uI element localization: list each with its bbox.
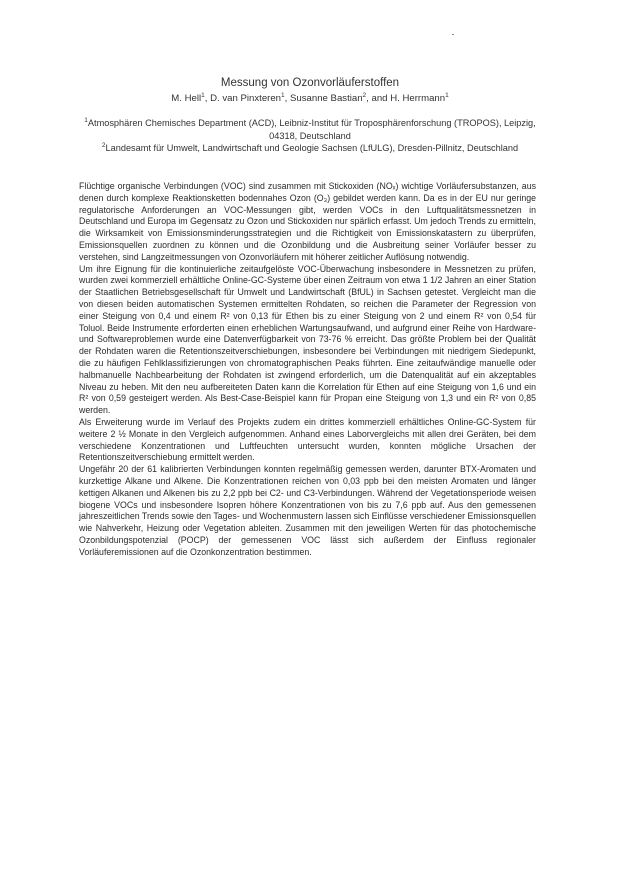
paragraph: Als Erweiterung wurde im Verlauf des Projekts zudem ein drittes kommerziell erhältliches Online-GC-System für weitere 2 ½ Monate in den Vergleich aufgenommen. Anhand eines Laborvergleichs mit allen drei Geräten, bei dem verschiedene Konzentrationen und Luftfeuchten untersucht wurden, konnten mögliche Ursachen der Retentionszeitverschiebung ermittelt werden.	[79, 416, 536, 463]
affiliation-number: 2	[101, 141, 106, 149]
author-name: Susanne Bastian	[290, 93, 363, 104]
affiliation-text: Atmosphären Chemisches Department (ACD), Leibniz-Institut für Troposphärenforschung (TROPOS), Leipzig, 04318, Deutschland	[87, 118, 536, 141]
author-name: D. van Pinxteren	[210, 93, 282, 104]
affiliation-text: Landesamt für Umwelt, Landwirtschaft und Geologie Sachsen (LfULG), Dresden-Pillnitz, Deutschland	[105, 143, 519, 153]
abstract-body	[79, 181, 536, 559]
author-affiliation-mark: 2	[362, 91, 367, 99]
paper-title: Messung von Ozonvorläuferstoffen	[220, 77, 400, 89]
affiliation	[70, 142, 550, 155]
affiliation	[70, 117, 550, 143]
author-affiliation-mark: 1	[281, 91, 285, 99]
paragraph: Um ihre Eignung für die kontinuierliche zeitaufgelöste VOC-Überwachung insbesondere in Messnetzen zu prüfen, wurden zwei kommerziell erhältliche Online-GC-Systeme über einen Zeitraum von etwa 1 1/2 Jahren an einer Station der Staatlichen Betriebsgesellschaft für Umwelt und Landwirtschaft (BfUL) in Sachsen getestet. Vergleicht man die von diesen beiden automatischen Systemen ermittelten Rohdaten, so reichen die Parameter der Regression von einer Steigung von 0,4 und einem R² von 0,13 für Ethen bis zu einer Steigung von 2 und einem R² von 0,54 für Toluol. Beide Instrumente erforderten einen erheblichen Wartungsaufwand, und aufgrund einer Reihe von Hardware- und Softwareproblemen wurde eine Datenverfügbarkeit von 73-76 % erreicht. Das größte Problem bei der Qualität der Rohdaten waren die Retentionszeitverschiebungen, insbesondere bei Verbindungen mit niedrigem Siedepunkt, die zu häufigen Fehlklassifizierungen von chromatographischen Peaks führten. Eine zeitaufwändige manuelle oder halbmanuelle Nachbearbeitung der Rohdaten ist zwingend erforderlich, um die Datenqualität auf ein akzeptables Niveau zu heben. Mit den neu aufbereiteten Daten kann die Korrelation für Ethen auf eine Steigung von 1,6 und ein R² von 0,59 gesteigert werden. Als Best-Case-Beispiel kann für Propan eine Steigung von 1,3 und ein R² von 0,85 werden.	[79, 263, 536, 416]
author-affiliation-mark: 1	[445, 91, 449, 99]
author-list: M. Hell$^1$, D. van Pinxteren$^1$, Susanne Bastian$^2$, and H. Herrmann$^1$	[171, 91, 449, 104]
paragraph: Ungefähr 20 der 61 kalibrierten Verbindungen konnten regelmäßig gemessen werden, darunter BTX-Aromaten und kurzkettige Alkane und Alkene. Die Konzentrationen reichen von 0,03 ppb bei den meisten Aromaten und länger kettigen Alkanen und Alkenen bis zu 2,2 ppb bei C2- und C3-Verbindungen. Während der Vegetationsperiode weisen biogene VOCs und insbesondere Isopren höhere Konzentrationen von bis zu 7,6 ppb auf. Aus den gemessenen jahreszeitlichen Trends sowie den Tages- und Wochenmustern lassen sich Einflüsse verschiedener Emissionsquellen wie Nahverkehr, Heizung oder Vegetation ableiten. Zusammen mit den jeweiligen Werten für das photochemische Ozonbildungspotenzial (POCP) der gemessenen VOC lässt sich außerdem der Einfluss regionaler Vorläuferemissionen auf die Ozonkonzentration bestimmen.	[79, 464, 536, 557]
scan-speck	[452, 34, 454, 35]
author-name: H. Herrmann	[390, 93, 446, 104]
author-name: M. Hell	[171, 93, 202, 104]
paragraph: Flüchtige organische Verbindungen (VOC) sind zusammen mit Stickoxiden (NOₓ) wichtige Vorläufersubstanzen, aus denen durch komplexe Reaktionsketten bodennahes Ozon (O₃) gebildet werden kann. Da es in der EU nur geringe regulatorische Anforderungen an VOC-Messungen gibt, werden VOCs in den Luftqualitätsmessnetzen in Deutschland und Europa im Gegensatz zu Ozon und Stickoxiden nur spärlich erfasst. Um jedoch Trends zu ermitteln, die Wirksamkeit von Emissionsminderungsstrategien und die Richtigkeit von Emissionskatastern zu überprüfen, Emissionsquellen zuordnen zu können und die Ozonbildung und die Ausbreitung seiner Vorläufer besser zu verstehen, sind Langzeitmessungen von Ozonvorläufern mit höherer zeitlicher Auflösung notwendig.	[79, 181, 536, 262]
author-affiliation-mark: 1	[201, 91, 205, 99]
affiliation-number: 1	[84, 116, 88, 124]
